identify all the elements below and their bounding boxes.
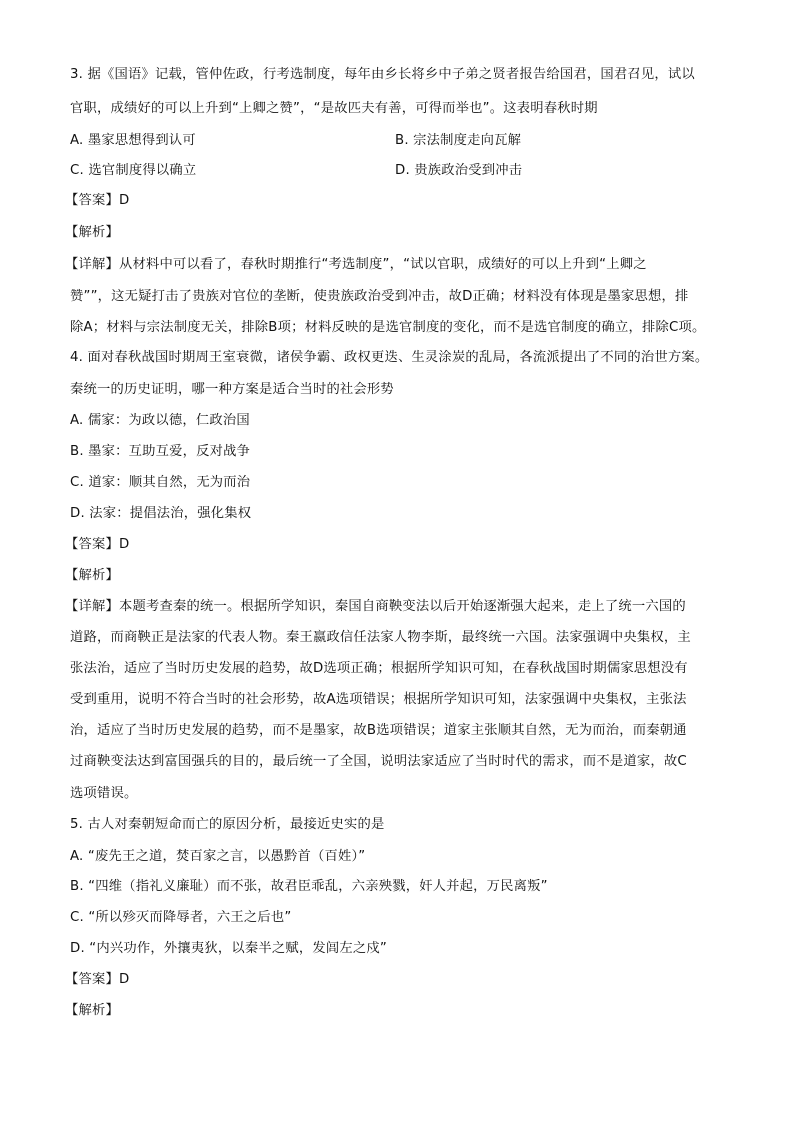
q3-answer: 【答案】D xyxy=(65,193,130,208)
q4-analysis-label: 【解析】 xyxy=(65,568,119,583)
q4-detail-line-4: 受到重用，说明不符合当时的社会形势，故A选项错误；根据所学知识可知，法家强调中央集权，主张法 xyxy=(70,692,687,707)
q5-analysis-label: 【解析】 xyxy=(65,1003,119,1018)
q3-option-d: D. 贵族政治受到冲击 xyxy=(395,163,523,178)
q4-detail-line-6: 过商鞅变法达到富国强兵的目的，最后统一了全国，说明法家适应了当时时代的需求，而不是道家，故C xyxy=(70,754,687,769)
q5-stem-line-1: 5. 古人对秦朝短命而亡的原因分析，最接近史实的是 xyxy=(70,817,385,832)
q4-detail-line-2: 道路，而商鞅正是法家的代表人物。秦王嬴政信任法家人物李斯，最终统一六国。法家强调中央集权，主 xyxy=(70,630,691,645)
q4-option-b: B. 墨家：互助互爱，反对战争 xyxy=(70,444,251,459)
q3-stem-line-1: 3. 据《国语》记载，管仲佐政，行考选制度，每年由乡长将乡中子弟之贤者报告给国君，国君召见，试以 xyxy=(70,67,695,82)
q4-detail-line-7: 选项错误。 xyxy=(70,786,138,801)
q5-answer: 【答案】D xyxy=(65,972,130,987)
q4-detail-line-3: 张法治，适应了当时历史发展的趋势，故D选项正确；根据所学知识可知，在春秋战国时期儒家思想没有 xyxy=(70,661,688,676)
q4-stem-line-2: 秦统一的历史证明，哪一种方案是适合当时的社会形势 xyxy=(70,382,394,397)
q4-option-a: A. 儒家：为政以德，仁政治国 xyxy=(70,413,250,428)
q3-option-a: A. 墨家思想得到认可 xyxy=(70,133,196,148)
q3-detail-line-2: 赞””，这无疑打击了贵族对官位的垄断，使贵族政治受到冲击，故D正确；材料没有体现是墨家思想，排 xyxy=(70,289,689,304)
q3-option-b: B. 宗法制度走向瓦解 xyxy=(395,133,522,148)
q4-detail-line-1: 【详解】本题考查秦的统一。根据所学知识，秦国自商鞅变法以后开始逐渐强大起来，走上了统一六国的 xyxy=(65,599,686,614)
q3-detail-line-1: 【详解】从材料中可以看了，春秋时期推行“考选制度”，“试以官职，成绩好的可以上升到“上卿之 xyxy=(65,257,647,272)
q3-analysis-label: 【解析】 xyxy=(65,225,119,240)
q5-option-c: C. “所以殄灭而降辱者，六王之后也” xyxy=(70,910,292,925)
q5-option-d: D. “内兴功作，外攘夷狄，以秦半之赋，发闾左之戍” xyxy=(70,941,387,956)
q5-option-b: B. “四维（指礼义廉耻）而不张，故君臣乖乱，六亲殃戮，奸人并起，万民离叛” xyxy=(70,879,548,894)
q4-detail-line-5: 治，适应了当时历史发展的趋势，而不是墨家，故B选项错误；道家主张顺其自然，无为而治，而秦朝通 xyxy=(70,723,687,738)
q4-option-d: D. 法家：提倡法治，强化集权 xyxy=(70,506,252,521)
q4-stem-line-1: 4. 面对春秋战国时期周王室衰微，诸侯争霸、政权更迭、生灵涂炭的乱局，各流派提出了不同的治世方案。 xyxy=(70,350,709,365)
q3-option-c: C. 选官制度得以确立 xyxy=(70,163,197,178)
q5-option-a: A. “废先王之道，焚百家之言，以愚黔首（百姓）” xyxy=(70,849,366,864)
q3-detail-line-3: 除A；材料与宗法制度无关，排除B项；材料反映的是选官制度的变化，而不是选官制度的确立，排除C项。 xyxy=(70,320,706,335)
q4-answer: 【答案】D xyxy=(65,537,130,552)
q3-stem-line-2: 官职，成绩好的可以上升到“上卿之赞”，“是故匹夫有善，可得而举也”。这表明春秋时期 xyxy=(70,101,598,116)
q4-option-c: C. 道家：顺其自然，无为而治 xyxy=(70,475,251,490)
